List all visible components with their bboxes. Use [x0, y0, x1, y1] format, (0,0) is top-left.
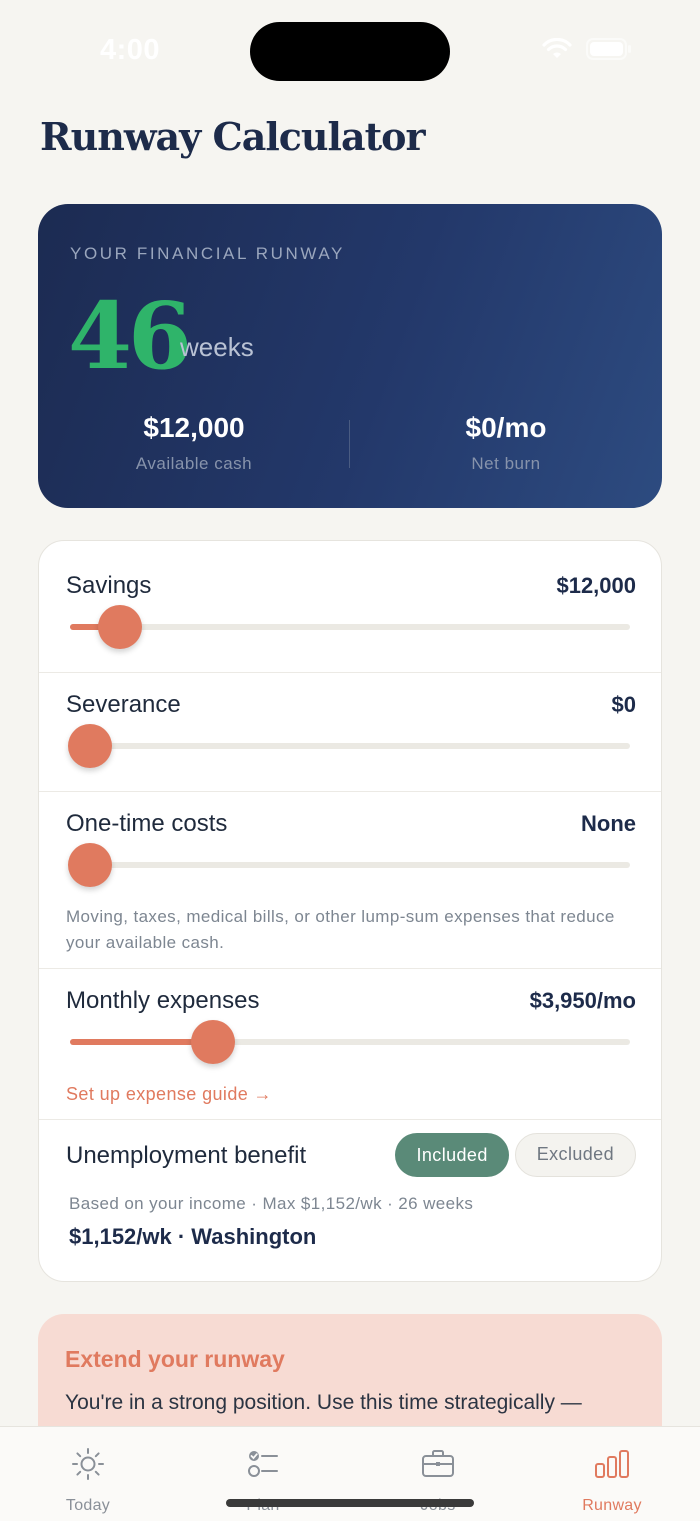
available-cash-stat — [38, 412, 350, 474]
severance-slider-thumb[interactable] — [68, 724, 112, 768]
extend-runway-text: You're in a strong position. Use this time strategically — — [65, 1391, 582, 1414]
tab-runway[interactable] — [552, 1445, 672, 1515]
one-time-costs-row — [39, 792, 662, 969]
status-time: 4:00 — [100, 34, 161, 66]
extend-runway-title: Extend your runway — [65, 1346, 285, 1372]
unemployment-amount: $1,152/wk · Washington — [69, 1224, 317, 1249]
runway-weeks-unit: weeks — [180, 332, 254, 362]
savings-slider[interactable] — [70, 624, 630, 630]
unemployment-subtext: Based on your income · Max $1,152/wk · 26 weeks — [69, 1194, 474, 1213]
unemployment-row — [39, 1120, 662, 1282]
net-burn-label: Net burn — [471, 454, 541, 473]
home-indicator — [226, 1499, 474, 1507]
savings-slider-thumb[interactable] — [98, 605, 142, 649]
runway-inputs-card — [38, 540, 662, 1282]
expense-guide-link[interactable]: Set up expense guide → — [66, 1084, 272, 1104]
status-bar — [0, 0, 700, 100]
savings-row — [39, 541, 662, 673]
monthly-expenses-slider[interactable] — [70, 1039, 630, 1045]
one-time-costs-helper: Moving, taxes, medical bills, or other lump-sum expenses that reduce your available cash. — [66, 907, 615, 952]
included-toggle-button[interactable]: Included — [395, 1133, 508, 1177]
savings-value: $12,000 — [556, 573, 636, 598]
runway-summary-card — [38, 204, 662, 508]
bar-chart-icon — [552, 1445, 672, 1483]
unemployment-toggle — [395, 1133, 636, 1177]
monthly-expenses-row — [39, 969, 662, 1120]
page-title: Runway Calculator — [40, 114, 425, 159]
monthly-expenses-slider-thumb[interactable] — [191, 1020, 235, 1064]
severance-slider[interactable] — [70, 743, 630, 749]
dynamic-island — [250, 22, 450, 81]
checklist-icon — [203, 1445, 323, 1483]
wifi-icon — [542, 38, 572, 60]
battery-icon — [586, 38, 632, 60]
available-cash-value: $12,000 — [143, 412, 245, 443]
severance-row — [39, 673, 662, 792]
severance-label: Severance — [66, 691, 181, 718]
runway-weeks-value: 46 — [68, 282, 189, 390]
tab-today[interactable] — [28, 1445, 148, 1515]
monthly-expenses-label: Monthly expenses — [66, 987, 260, 1014]
one-time-costs-slider[interactable] — [70, 862, 630, 868]
one-time-costs-value: None — [581, 811, 636, 836]
sun-icon — [28, 1445, 148, 1483]
severance-value: $0 — [611, 692, 636, 717]
tab-runway-label: Runway — [582, 1497, 642, 1514]
savings-label: Savings — [66, 572, 152, 599]
status-icons — [542, 38, 632, 60]
net-burn-value: $0/mo — [465, 412, 547, 443]
available-cash-label: Available cash — [135, 454, 253, 473]
briefcase-icon — [378, 1445, 498, 1483]
runway-label: YOUR FINANCIAL RUNWAY — [70, 244, 345, 263]
excluded-toggle-button[interactable]: Excluded — [515, 1133, 636, 1177]
monthly-expenses-value: $3,950/mo — [529, 988, 636, 1013]
one-time-costs-label: One-time costs — [66, 810, 228, 837]
tab-today-label: Today — [65, 1497, 111, 1514]
unemployment-label: Unemployment benefit — [66, 1142, 307, 1169]
net-burn-stat — [350, 412, 662, 474]
one-time-costs-slider-thumb[interactable] — [68, 843, 112, 887]
